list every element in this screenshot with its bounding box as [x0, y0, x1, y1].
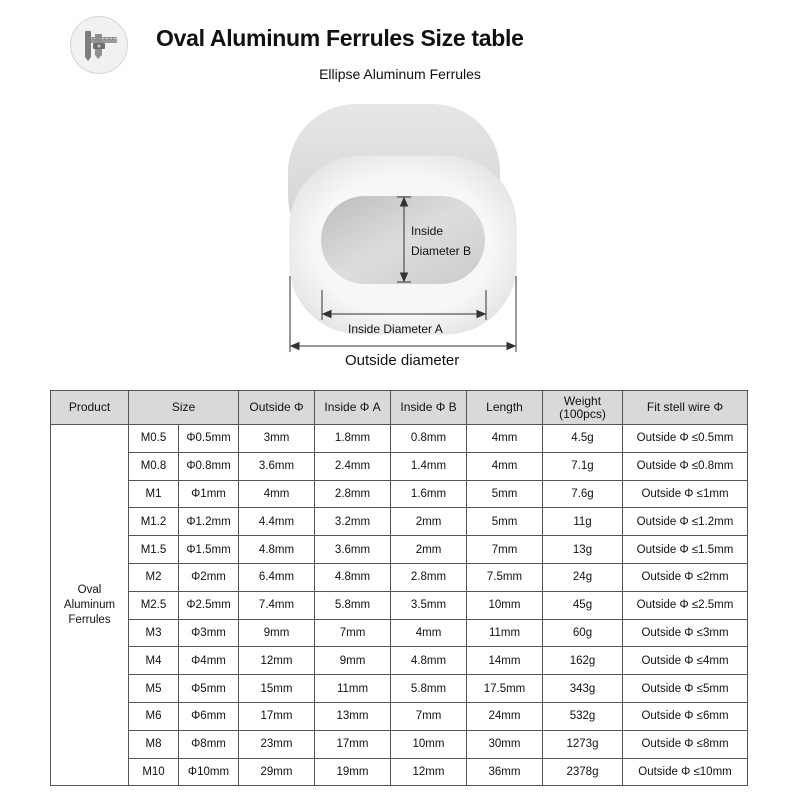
size-cell: Φ0.8mm: [179, 452, 239, 480]
model-cell: M1.5: [129, 536, 179, 564]
length-cell: 17.5mm: [467, 675, 543, 703]
fit-wire-cell: Outside Φ ≤5mm: [623, 675, 748, 703]
model-cell: M0.5: [129, 425, 179, 453]
length-cell: 5mm: [467, 480, 543, 508]
inside-a-cell: 3.6mm: [315, 536, 391, 564]
fit-wire-cell: Outside Φ ≤0.8mm: [623, 452, 748, 480]
size-cell: Φ6mm: [179, 702, 239, 730]
length-cell: 4mm: [467, 425, 543, 453]
size-cell: Φ1.2mm: [179, 508, 239, 536]
inside-a-cell: 5.8mm: [315, 591, 391, 619]
size-cell: Φ3mm: [179, 619, 239, 647]
inside-b-cell: 5.8mm: [391, 675, 467, 703]
size-cell: Φ1mm: [179, 480, 239, 508]
model-cell: M8: [129, 730, 179, 758]
inside-b-cell: 4.8mm: [391, 647, 467, 675]
weight-cell: 7.1g: [543, 452, 623, 480]
inside-a-cell: 7mm: [315, 619, 391, 647]
table-row: [51, 730, 748, 758]
fit-wire-cell: Outside Φ ≤6mm: [623, 702, 748, 730]
size-cell: Φ2.5mm: [179, 591, 239, 619]
length-cell: 10mm: [467, 591, 543, 619]
inside-b-cell: 10mm: [391, 730, 467, 758]
header-inside-b: Inside Φ B: [391, 391, 467, 425]
inside-a-cell: 9mm: [315, 647, 391, 675]
fit-wire-cell: Outside Φ ≤10mm: [623, 758, 748, 786]
length-cell: 7.5mm: [467, 563, 543, 591]
inside-diameter-b-label: Inside Diameter B: [411, 224, 472, 258]
table-row: [51, 758, 748, 786]
weight-cell: 11g: [543, 508, 623, 536]
model-cell: M2: [129, 563, 179, 591]
size-cell: Φ2mm: [179, 563, 239, 591]
outside-cell: 12mm: [239, 647, 315, 675]
inside-a-cell: 11mm: [315, 675, 391, 703]
product-name-line: Oval: [77, 583, 102, 596]
header-size: Size: [129, 391, 239, 425]
table-row: [51, 425, 748, 453]
page-title: Oval Aluminum Ferrules Size table: [156, 25, 524, 51]
model-cell: M6: [129, 702, 179, 730]
length-cell: 24mm: [467, 702, 543, 730]
weight-cell: 24g: [543, 563, 623, 591]
table-row: [51, 619, 748, 647]
outside-cell: 15mm: [239, 675, 315, 703]
header-inside-a: Inside Φ A: [315, 391, 391, 425]
inside-b-cell: 0.8mm: [391, 425, 467, 453]
length-cell: 5mm: [467, 508, 543, 536]
weight-cell: 45g: [543, 591, 623, 619]
outside-cell: 9mm: [239, 619, 315, 647]
outside-cell: 29mm: [239, 758, 315, 786]
weight-cell: 13g: [543, 536, 623, 564]
outside-cell: 3.6mm: [239, 452, 315, 480]
fit-wire-cell: Outside Φ ≤1mm: [623, 480, 748, 508]
header-product: Product: [51, 391, 129, 425]
size-cell: Φ5mm: [179, 675, 239, 703]
size-cell: Φ10mm: [179, 758, 239, 786]
inside-a-cell: 13mm: [315, 702, 391, 730]
table-header-row: [51, 391, 748, 425]
outside-cell: 7.4mm: [239, 591, 315, 619]
model-cell: M5: [129, 675, 179, 703]
table-row: [51, 702, 748, 730]
header-fit-wire: Fit stell wire Φ: [623, 391, 748, 425]
table-row: [51, 508, 748, 536]
table-row: [51, 591, 748, 619]
length-cell: 11mm: [467, 619, 543, 647]
fit-wire-cell: Outside Φ ≤1.5mm: [623, 536, 748, 564]
product-name-cell: [51, 425, 129, 786]
table-row: [51, 452, 748, 480]
header-weight: Weight (100pcs): [543, 391, 623, 425]
oval-ferrule-image: [0, 90, 800, 380]
outside-cell: 4mm: [239, 480, 315, 508]
inside-b-cell: 1.6mm: [391, 480, 467, 508]
inside-b-cell: 2.8mm: [391, 563, 467, 591]
weight-cell: 60g: [543, 619, 623, 647]
inside-b-cell: 2mm: [391, 536, 467, 564]
outside-cell: 23mm: [239, 730, 315, 758]
inside-a-cell: 2.8mm: [315, 480, 391, 508]
weight-cell: 532g: [543, 702, 623, 730]
length-cell: 7mm: [467, 536, 543, 564]
inside-b-cell: 4mm: [391, 619, 467, 647]
fit-wire-cell: Outside Φ ≤3mm: [623, 619, 748, 647]
inside-b-cell: 12mm: [391, 758, 467, 786]
inside-a-cell: 1.8mm: [315, 425, 391, 453]
inside-a-cell: 17mm: [315, 730, 391, 758]
length-cell: 14mm: [467, 647, 543, 675]
inside-b-cell: 1.4mm: [391, 452, 467, 480]
length-cell: 30mm: [467, 730, 543, 758]
size-cell: Φ8mm: [179, 730, 239, 758]
inside-a-cell: 4.8mm: [315, 563, 391, 591]
outside-cell: 6.4mm: [239, 563, 315, 591]
inside-b-cell: 7mm: [391, 702, 467, 730]
weight-cell: 7.6g: [543, 480, 623, 508]
inside-a-cell: 3.2mm: [315, 508, 391, 536]
fit-wire-cell: Outside Φ ≤1.2mm: [623, 508, 748, 536]
size-table: [50, 390, 748, 786]
page-subtitle: Ellipse Aluminum Ferrules: [319, 66, 481, 82]
weight-cell: 343g: [543, 675, 623, 703]
size-cell: Φ0.5mm: [179, 425, 239, 453]
weight-cell: 162g: [543, 647, 623, 675]
product-name-line: Ferrules: [68, 613, 111, 626]
table-body: [51, 425, 748, 786]
size-cell: Φ1.5mm: [179, 536, 239, 564]
length-cell: 4mm: [467, 452, 543, 480]
table-row: [51, 647, 748, 675]
fit-wire-cell: Outside Φ ≤0.5mm: [623, 425, 748, 453]
table-row: [51, 675, 748, 703]
model-cell: M10: [129, 758, 179, 786]
ferrule-diagram: [0, 90, 800, 380]
inside-diameter-a-label: Inside Diameter A: [348, 322, 443, 336]
weight-cell: 1273g: [543, 730, 623, 758]
table-row: [51, 563, 748, 591]
header-outside: Outside Φ: [239, 391, 315, 425]
outside-cell: 4.8mm: [239, 536, 315, 564]
fit-wire-cell: Outside Φ ≤2.5mm: [623, 591, 748, 619]
fit-wire-cell: Outside Φ ≤8mm: [623, 730, 748, 758]
outside-diameter-label: Outside diameter: [345, 352, 460, 369]
table-row: [51, 536, 748, 564]
model-cell: M4: [129, 647, 179, 675]
model-cell: M1.2: [129, 508, 179, 536]
outside-cell: 3mm: [239, 425, 315, 453]
inside-a-cell: 19mm: [315, 758, 391, 786]
product-name-line: Aluminum: [63, 598, 116, 611]
outside-cell: 4.4mm: [239, 508, 315, 536]
header-length: Length: [467, 391, 543, 425]
fit-wire-cell: Outside Φ ≤4mm: [623, 647, 748, 675]
weight-cell: 4.5g: [543, 425, 623, 453]
table-row: [51, 480, 748, 508]
inside-b-cell: 3.5mm: [391, 591, 467, 619]
weight-cell: 2378g: [543, 758, 623, 786]
model-cell: M0.8: [129, 452, 179, 480]
model-cell: M1: [129, 480, 179, 508]
model-cell: M3: [129, 619, 179, 647]
model-cell: M2.5: [129, 591, 179, 619]
inside-b-cell: 2mm: [391, 508, 467, 536]
outside-cell: 17mm: [239, 702, 315, 730]
length-cell: 36mm: [467, 758, 543, 786]
inside-a-cell: 2.4mm: [315, 452, 391, 480]
size-cell: Φ4mm: [179, 647, 239, 675]
fit-wire-cell: Outside Φ ≤2mm: [623, 563, 748, 591]
